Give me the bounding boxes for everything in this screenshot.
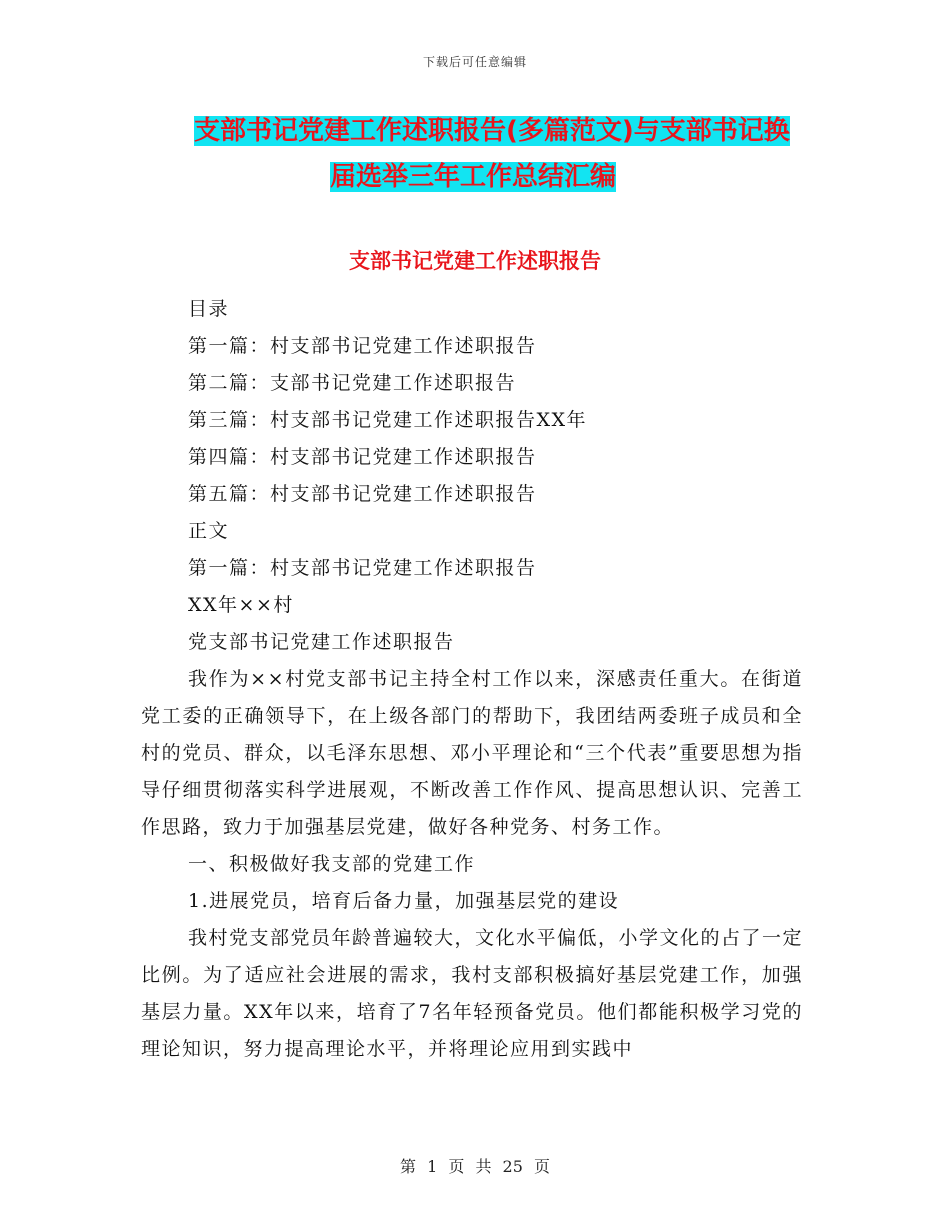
toc-item: 第四篇：村支部书记党建工作述职报告 xyxy=(188,446,537,468)
header-note: 下载后可任意编辑 xyxy=(422,55,527,69)
body-label: 正文 xyxy=(188,520,230,542)
toc-label: 目录 xyxy=(188,298,230,320)
paragraph: 我村党支部党员年龄普遍较大，文化水平偏低，小学文化的占了一定比例。为了适应社会进展的需求，我村支部积极搞好基层党建工作，加强基层力量。XX年以来，培育了7名年轻预备党员。他们都能积极学习党的理论知识，努力提高理论水平，并将理论应用到实践中 xyxy=(141,927,804,1060)
section-title: 支部书记党建工作述职报告 xyxy=(349,249,601,273)
toc-item: 第一篇：村支部书记党建工作述职报告 xyxy=(188,335,537,357)
chapter-heading: 第一篇：村支部书记党建工作述职报告 xyxy=(188,557,537,579)
paragraph: 我作为××村党支部书记主持全村工作以来，深感责任重大。在街道党工委的正确领导下，在上级各部门的帮助下，我团结两委班子成员和全村的党员、群众，以毛泽东思想、邓小平理论和“三个代表”重要思想为指导仔细贯彻落实科学进展观，不断改善工作作风、提高思想认识、完善工作思路，致力于加强基层党建，做好各种党务、村务工作。 xyxy=(141,668,803,838)
toc-item: 第二篇：支部书记党建工作述职报告 xyxy=(188,372,517,394)
section-heading: 一、积极做好我支部的党建工作 xyxy=(188,853,476,875)
item-heading: 1.进展党员，培育后备力量，加强基层党的建设 xyxy=(188,890,620,912)
main-title-line-1: 支部书记党建工作述职报告(多篇范文)与支部书记换 xyxy=(194,116,790,146)
document-body xyxy=(141,291,803,1068)
page-footer: 第 1 页 共 25 页 xyxy=(400,1157,550,1176)
subheading: 党支部书记党建工作述职报告 xyxy=(188,631,455,653)
toc-item: 第五篇：村支部书记党建工作述职报告 xyxy=(188,483,537,505)
toc-item: 第三篇：村支部书记党建工作述职报告XX年 xyxy=(188,409,588,431)
document-main-title xyxy=(140,108,820,200)
subheading: XX年××村 xyxy=(188,594,294,616)
main-title-line-2: 届选举三年工作总结汇编 xyxy=(330,162,617,192)
